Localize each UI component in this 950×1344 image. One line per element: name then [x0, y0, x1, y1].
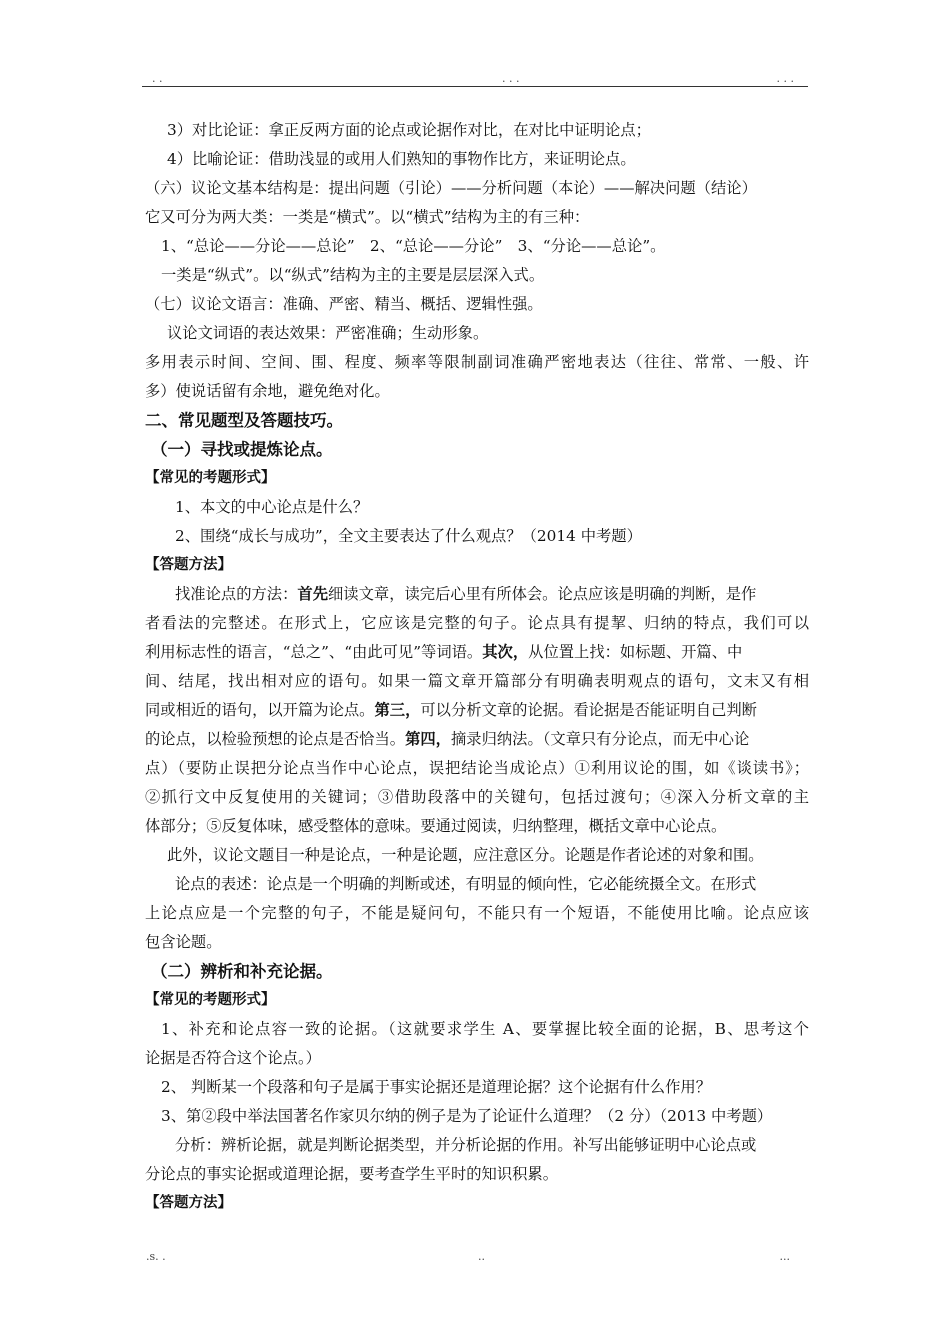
- text-line: 论点的表述：论点是一个明确的判断或述，有明显的倾向性，它必能统摄全文。在形式: [175, 875, 757, 893]
- text-run: 同或相近的语句，以开篇为论点。: [145, 701, 375, 719]
- document-body: [145, 116, 809, 1218]
- header-right-mark: . . .: [776, 72, 794, 85]
- page-header: [142, 66, 808, 87]
- question-item: 2、 判断某一个段落和句子是属于事实论据还是道理论据？这个论据有什么作用？: [161, 1078, 711, 1096]
- question-forms-label: 【常见的考题形式】: [145, 470, 276, 486]
- text-run: 摘录归纳法。（文章只有分论点，而无中心论: [450, 730, 750, 748]
- bold-keyword: 其次，: [482, 643, 529, 661]
- text-run: 找准论点的方法：: [175, 585, 298, 603]
- bold-keyword: 第三，: [374, 701, 421, 719]
- text-line: [145, 580, 809, 609]
- text-line: 分论点的事实论据或道理论据，要考查学生平时的知识积累。: [145, 1165, 559, 1183]
- text-run: 从位置上找：如标题、开篇、中: [528, 643, 743, 661]
- question-forms-label: 【常见的考题形式】: [145, 992, 276, 1008]
- subsection-heading: （二）辨析和补充论据。: [151, 962, 333, 981]
- footer-center-mark: ..: [478, 1250, 485, 1263]
- text-line: 议论文词语的表达效果：严密准确；生动形象。: [167, 324, 489, 342]
- text-line: [145, 638, 809, 667]
- page-footer: [142, 1244, 808, 1264]
- text-line: 者看法的完整述。在形式上，它应该是完整的句子。论点具有提挈、归纳的特点，我们可以: [145, 614, 809, 632]
- header-left-mark: . .: [152, 72, 163, 85]
- text-line: 1、“总论——分论——总论” 2、“总论——分论” 3、“分论——总论”。: [161, 237, 666, 255]
- text-line: 间、结尾，找出相对应的语句。如果一篇文章开篇部分有明确表明观点的语句，文末又有相: [145, 672, 809, 690]
- text-line: 体部分；⑤反复体味，感受整体的意味。要通过阅读，归纳整理，概括文章中心论点。: [145, 817, 727, 835]
- answer-method-label: 【答题方法】: [145, 557, 232, 573]
- text-line: [145, 696, 809, 725]
- text-line: 3）对比论证：拿正反两方面的论点或论据作对比，在对比中证明论点；: [167, 121, 651, 139]
- question-item: 论据是否符合这个论点。）: [145, 1049, 321, 1067]
- bold-keyword: 第四，: [405, 730, 451, 748]
- text-run: 可以分析文章的论据。看论据是否能证明自己判断: [420, 701, 757, 719]
- text-line: 多用表示时间、空间、围、程度、频率等限制副词准确严密地表达（往往、常常、一般、许: [145, 353, 809, 371]
- subsection-heading: （一）寻找或提炼论点。: [151, 440, 333, 459]
- text-line: 上论点应是一个完整的句子，不能是疑问句，不能只有一个短语，不能使用比喻。论点应该: [145, 904, 809, 922]
- footer-right-mark: ...: [779, 1250, 790, 1263]
- text-line: 此外，议论文题目一种是论点，一种是论题，应注意区分。论题是作者论述的对象和围。: [167, 846, 764, 864]
- text-run: 的论点，以检验预想的论点是否恰当。: [145, 730, 406, 748]
- question-item: 2、围绕“成长与成功”，全文主要表达了什么观点？（2014 中考题）: [175, 527, 642, 545]
- text-line: [145, 725, 809, 754]
- text-line: 多）使说话留有余地，避免绝对化。: [145, 382, 390, 400]
- text-run: 细读文章，读完后心里有所体会。论点应该是明确的判断，是作: [328, 585, 757, 603]
- section-heading: 二、常见题型及答题技巧。: [145, 411, 343, 430]
- footer-left-mark: .s. .: [146, 1250, 166, 1263]
- text-line: 一类是“纵式”。以“纵式”结构为主的主要是层层深入式。: [161, 266, 545, 284]
- text-line: （七）议论文语言：准确、严密、精当、概括、逻辑性强。: [145, 295, 543, 313]
- question-item: 1、补充和论点容一致的论据。（这就要求学生 A、要掌握比较全面的论据，B、思考这个: [161, 1020, 809, 1038]
- question-item: 1、本文的中心论点是什么？: [175, 498, 369, 516]
- text-line: 4）比喻论证：借助浅显的或用人们熟知的事物作比方，来证明论点。: [167, 150, 636, 168]
- bold-keyword: 首先: [297, 585, 328, 603]
- text-line: 它又可分为两大类：一类是“横式”。以“横式”结构为主的有三种：: [145, 208, 590, 226]
- answer-method-label: 【答题方法】: [145, 1195, 232, 1211]
- text-line: ②抓行文中反复使用的关键词；③借助段落中的关键句，包括过渡句；④深入分析文章的主: [145, 788, 809, 806]
- text-line: （六）议论文基本结构是：提出问题（引论）——分析问题（本论）——解决问题（结论）: [145, 179, 757, 197]
- header-center-mark: . . .: [502, 72, 520, 85]
- text-run: 利用标志性的语言，“总之”、“由此可见”等词语。: [145, 643, 483, 661]
- text-line: 分析：辨析论据，就是判断论据类型，并分析论据的作用。补写出能够证明中心论点或: [175, 1136, 757, 1154]
- text-line: 点）（要防止误把分论点当作中心论点，误把结论当成论点）①利用议论的围，如《谈读书》；: [145, 759, 809, 777]
- text-line: 包含论题。: [145, 933, 222, 951]
- question-item: 3、第②段中举法国著名作家贝尔纳的例子是为了论证什么道理？（2 分）（2013 中考题）: [161, 1107, 773, 1125]
